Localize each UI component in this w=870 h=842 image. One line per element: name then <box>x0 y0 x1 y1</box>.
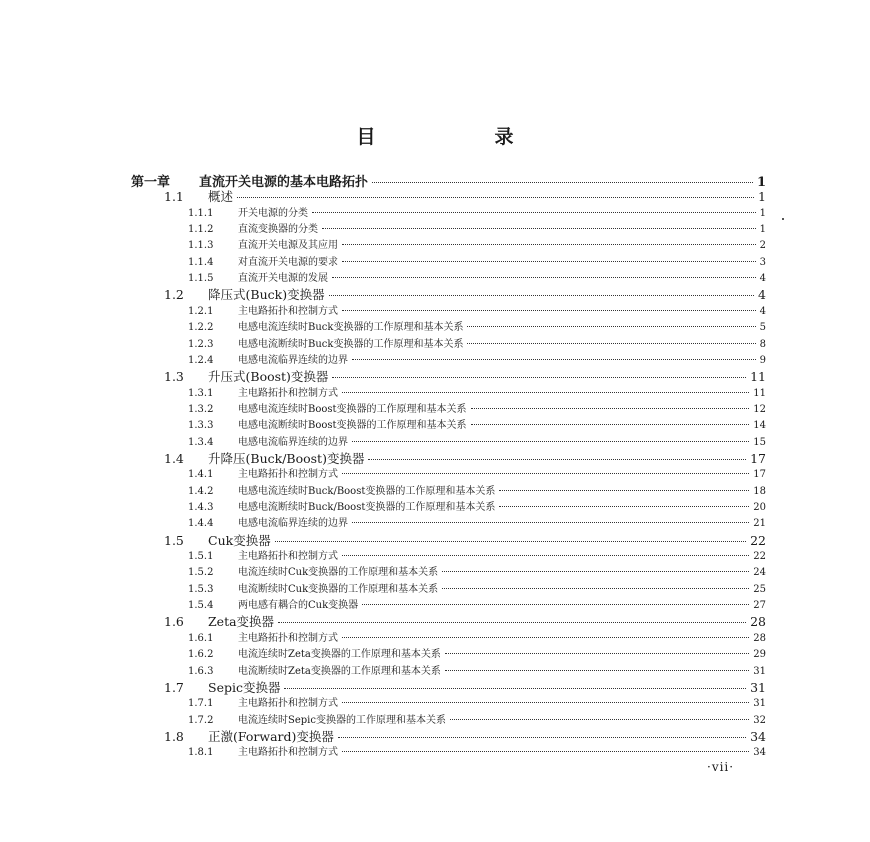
toc-entry-page: 21 <box>753 518 766 530</box>
toc-entry[interactable] <box>188 482 766 497</box>
dot-leader <box>362 604 749 605</box>
toc-entry[interactable] <box>164 612 766 630</box>
toc-entry-number: 1.1 <box>164 189 184 205</box>
toc-entry-label: 电感电流断续时Buck变换器的工作原理和基本关系 <box>238 338 464 350</box>
toc-entry-page: 24 <box>753 567 766 579</box>
toc-entry-number: 1.5.1 <box>188 551 214 563</box>
toc-entry[interactable] <box>188 204 766 219</box>
toc-entry-page: 15 <box>753 436 766 448</box>
toc-entry-label: 直流开关电源的发展 <box>238 273 328 285</box>
toc-entry[interactable] <box>188 711 766 726</box>
toc-entry-number: 1.6 <box>164 614 184 630</box>
toc-entry-page: 22 <box>750 532 766 548</box>
dot-leader <box>352 359 756 360</box>
toc-entry-label: 电感电流临界连续的边界 <box>238 354 348 366</box>
toc-entry[interactable] <box>164 678 766 696</box>
dot-leader <box>342 473 749 474</box>
toc-entry-page: 8 <box>759 338 766 350</box>
toc-entry-number: 1.8.1 <box>188 747 214 759</box>
toc-entry-number: 1.7 <box>164 679 184 695</box>
toc-entry-page: 31 <box>750 679 766 695</box>
toc-entry-label: 直流变换器的分类 <box>238 224 318 236</box>
toc-entry-label: 对直流开关电源的要求 <box>238 256 338 268</box>
toc-entry[interactable] <box>188 253 766 268</box>
toc-entry-label: 直流开关电源及其应用 <box>238 240 338 252</box>
toc-entry-label: 主电路拓扑和控制方式 <box>238 305 338 317</box>
dot-leader <box>322 228 756 229</box>
toc-entry-page: 1 <box>756 175 766 190</box>
toc-entry[interactable] <box>188 220 766 235</box>
toc-entry-number: 1.6.3 <box>188 665 214 677</box>
toc-entry-page: 27 <box>753 600 766 612</box>
toc-entry[interactable] <box>188 596 766 611</box>
toc-entry-label: 主电路拓扑和控制方式 <box>238 551 338 563</box>
toc-entry-page: 29 <box>753 649 766 661</box>
dot-leader <box>442 571 749 572</box>
page-number: ·vii· <box>707 760 735 774</box>
toc-entry[interactable] <box>164 285 766 303</box>
toc-entry-label: 正激(Forward)变换器 <box>208 728 334 744</box>
toc-entry-number: 1.4.1 <box>188 469 214 481</box>
toc-entry-number: 1.1.4 <box>188 256 214 268</box>
toc-entry-label: 电流断续时Cuk变换器的工作原理和基本关系 <box>238 583 439 595</box>
toc-entry-number: 1.7.2 <box>188 714 214 726</box>
toc-entry-label: Cuk变换器 <box>208 532 271 548</box>
toc-entry-number: 1.7.1 <box>188 698 214 710</box>
toc-entry-number: 1.3.2 <box>188 403 214 415</box>
toc-entry[interactable] <box>188 563 766 578</box>
toc-entry[interactable] <box>188 514 766 529</box>
toc-entry-number: 1.4.3 <box>188 502 214 513</box>
toc-entry-number: 1.6.1 <box>188 632 214 644</box>
dot-leader <box>442 588 749 589</box>
toc-entry-number: 1.1.1 <box>188 207 214 219</box>
dot-leader <box>471 424 750 425</box>
dot-leader <box>342 702 749 703</box>
toc-entry-page: 4 <box>759 305 766 317</box>
toc-entry-page: 4 <box>758 287 766 303</box>
toc-entry-label: 升压式(Boost)变换器 <box>208 369 329 385</box>
dot-leader <box>450 719 749 720</box>
toc-entry[interactable] <box>164 187 766 205</box>
dot-leader <box>312 212 756 213</box>
dot-leader <box>342 637 749 638</box>
dot-leader <box>342 310 756 311</box>
toc-entry-number: 1.1.2 <box>188 224 214 236</box>
toc-entry[interactable] <box>188 351 766 366</box>
toc-entry-label: 降压式(Buck)变换器 <box>208 287 325 303</box>
toc-entry[interactable] <box>188 236 766 251</box>
dot-leader <box>445 670 749 671</box>
toc-entry-label: 主电路拓扑和控制方式 <box>238 469 338 481</box>
toc-entry-label: 电感电流断续时Buck/Boost变换器的工作原理和基本关系 <box>238 502 496 513</box>
toc-entry-page: 12 <box>753 403 766 415</box>
toc-entry-number: 1.4.4 <box>188 518 214 530</box>
toc-entry-page: 3 <box>759 256 766 268</box>
toc-entry-number: 1.2.2 <box>188 322 214 334</box>
toc-entry[interactable] <box>188 465 766 480</box>
toc-entry-page: 31 <box>753 698 766 710</box>
dot-leader <box>342 392 749 393</box>
scan-speck <box>782 218 784 220</box>
toc-entry-label: Zeta变换器 <box>208 614 275 630</box>
toc-entry-label: 电感电流连续时Boost变换器的工作原理和基本关系 <box>238 403 467 415</box>
toc-entry[interactable] <box>188 629 766 644</box>
toc-entry-number: 1.8 <box>164 728 184 744</box>
toc-entry[interactable] <box>188 694 766 709</box>
toc-entry-page: 32 <box>753 714 766 726</box>
toc-entry[interactable] <box>188 498 766 513</box>
dot-leader <box>372 182 753 183</box>
toc-entry-page: 11 <box>750 369 766 385</box>
toc-entry-label: 主电路拓扑和控制方式 <box>238 698 338 710</box>
toc-entry[interactable] <box>164 531 766 549</box>
toc-entry-label: 两电感有耦合的Cuk变换器 <box>238 600 359 612</box>
toc-entry[interactable] <box>188 400 766 415</box>
toc-entry[interactable] <box>164 449 766 467</box>
toc-entry-number: 1.3.3 <box>188 420 214 432</box>
toc-entry-label: 主电路拓扑和控制方式 <box>238 387 338 399</box>
toc-entry[interactable] <box>188 384 766 399</box>
toc-entry-number: 1.3.4 <box>188 436 214 448</box>
toc-entry-number: 1.6.2 <box>188 649 214 661</box>
toc-entry-page: 18 <box>753 485 766 497</box>
toc-entry[interactable] <box>188 662 766 677</box>
toc-entry-number: 1.2.1 <box>188 305 214 317</box>
toc-entry-page: 14 <box>753 420 766 432</box>
dot-leader <box>342 751 749 752</box>
toc-entry-number: 1.4 <box>164 450 184 466</box>
toc-entry-page: 2 <box>759 240 766 252</box>
toc-entry-label: 主电路拓扑和控制方式 <box>238 747 338 759</box>
toc-entry-page: 1 <box>759 207 766 219</box>
page-title: 目 录 <box>356 126 564 148</box>
toc-entry-label: 主电路拓扑和控制方式 <box>238 632 338 644</box>
toc-entry-number: 1.5 <box>164 532 184 548</box>
dot-leader <box>342 261 756 262</box>
dot-leader <box>352 441 749 442</box>
dot-leader <box>342 244 756 245</box>
dot-leader <box>352 522 749 523</box>
toc-entry-page: 20 <box>753 502 766 513</box>
toc-entry-number: 1.5.2 <box>188 567 214 579</box>
dot-leader <box>499 490 749 491</box>
dot-leader <box>467 343 755 344</box>
toc-entry[interactable] <box>188 547 766 562</box>
toc-entry-label: 电流连续时Zeta变换器的工作原理和基本关系 <box>238 649 441 661</box>
dot-leader <box>342 555 749 556</box>
toc-entry[interactable] <box>164 367 766 385</box>
toc-entry-label: 电流连续时Cuk变换器的工作原理和基本关系 <box>238 567 439 579</box>
toc-entry[interactable] <box>188 743 766 758</box>
toc-entry-label: 开关电源的分类 <box>238 207 308 219</box>
toc-entry-label: 直流开关电源的基本电路拓扑 <box>199 175 369 190</box>
toc-entry-page: 4 <box>759 273 766 285</box>
toc-entry-number: 1.1.5 <box>188 273 214 285</box>
toc-entry-number: 1.2 <box>164 287 184 303</box>
dot-leader <box>338 737 746 738</box>
toc-entry-number: 1.3.1 <box>188 387 214 399</box>
toc-entry-page: 1 <box>758 189 766 205</box>
toc-entry-number: 1.5.3 <box>188 583 214 595</box>
toc-entry-page: 11 <box>753 387 766 399</box>
toc-entry[interactable] <box>188 433 766 448</box>
toc-entry-page: 34 <box>753 747 766 759</box>
dot-leader <box>237 197 754 198</box>
toc-entry-page: 17 <box>750 450 766 466</box>
toc-entry-page: 17 <box>753 469 766 481</box>
toc-entry-number: 1.1.3 <box>188 240 214 252</box>
dot-leader <box>445 653 749 654</box>
toc-entry-label: Sepic变换器 <box>208 679 281 695</box>
toc-entry-page: 25 <box>753 583 766 595</box>
toc-entry-label: 电感电流连续时Buck/Boost变换器的工作原理和基本关系 <box>238 485 496 497</box>
toc-entry[interactable] <box>164 727 766 745</box>
toc-entry-number: 1.3 <box>164 369 184 385</box>
dot-leader <box>278 622 746 623</box>
toc-entry-page: 34 <box>750 728 766 744</box>
toc-entry-number: 第一章 <box>131 175 171 190</box>
toc-entry[interactable] <box>188 645 766 660</box>
dot-leader <box>471 408 750 409</box>
toc-entry-label: 概述 <box>208 189 234 205</box>
dot-leader <box>499 506 749 507</box>
toc-entry-label: 电感电流断续时Boost变换器的工作原理和基本关系 <box>238 420 467 432</box>
toc-entry-page: 5 <box>759 322 766 334</box>
dot-leader <box>332 277 756 278</box>
toc-entry-label: 电感电流连续时Buck变换器的工作原理和基本关系 <box>238 322 464 334</box>
toc-entry[interactable] <box>188 318 766 333</box>
toc-entry-page: 9 <box>759 354 766 366</box>
toc-entry-label: 电流连续时Sepic变换器的工作原理和基本关系 <box>238 714 446 726</box>
dot-leader <box>275 541 746 542</box>
toc-entry[interactable] <box>188 335 766 350</box>
toc-entry-number: 1.2.3 <box>188 338 214 350</box>
dot-leader <box>467 326 755 327</box>
dot-leader <box>284 688 746 689</box>
toc-entry-page: 31 <box>753 665 766 677</box>
toc-entry-page: 22 <box>753 551 766 563</box>
dot-leader <box>332 377 746 378</box>
toc-entry-number: 1.5.4 <box>188 600 214 612</box>
toc-entry-page: 1 <box>759 224 766 236</box>
toc-entry[interactable] <box>188 269 766 284</box>
toc-entry[interactable] <box>188 302 766 317</box>
toc-entry[interactable] <box>188 580 766 595</box>
dot-leader <box>368 459 746 460</box>
toc-entry-page: 28 <box>750 614 766 630</box>
toc-entry-number: 1.4.2 <box>188 485 214 497</box>
dot-leader <box>329 295 754 296</box>
toc-entry-number: 1.2.4 <box>188 354 214 366</box>
toc-entry-label: 电流断续时Zeta变换器的工作原理和基本关系 <box>238 665 441 677</box>
toc-entry-page: 28 <box>753 632 766 644</box>
toc-entry-label: 升降压(Buck/Boost)变换器 <box>208 450 365 466</box>
toc-entry[interactable] <box>188 416 766 431</box>
toc-entry-label: 电感电流临界连续的边界 <box>238 436 348 448</box>
toc-entry-label: 电感电流临界连续的边界 <box>238 518 348 530</box>
